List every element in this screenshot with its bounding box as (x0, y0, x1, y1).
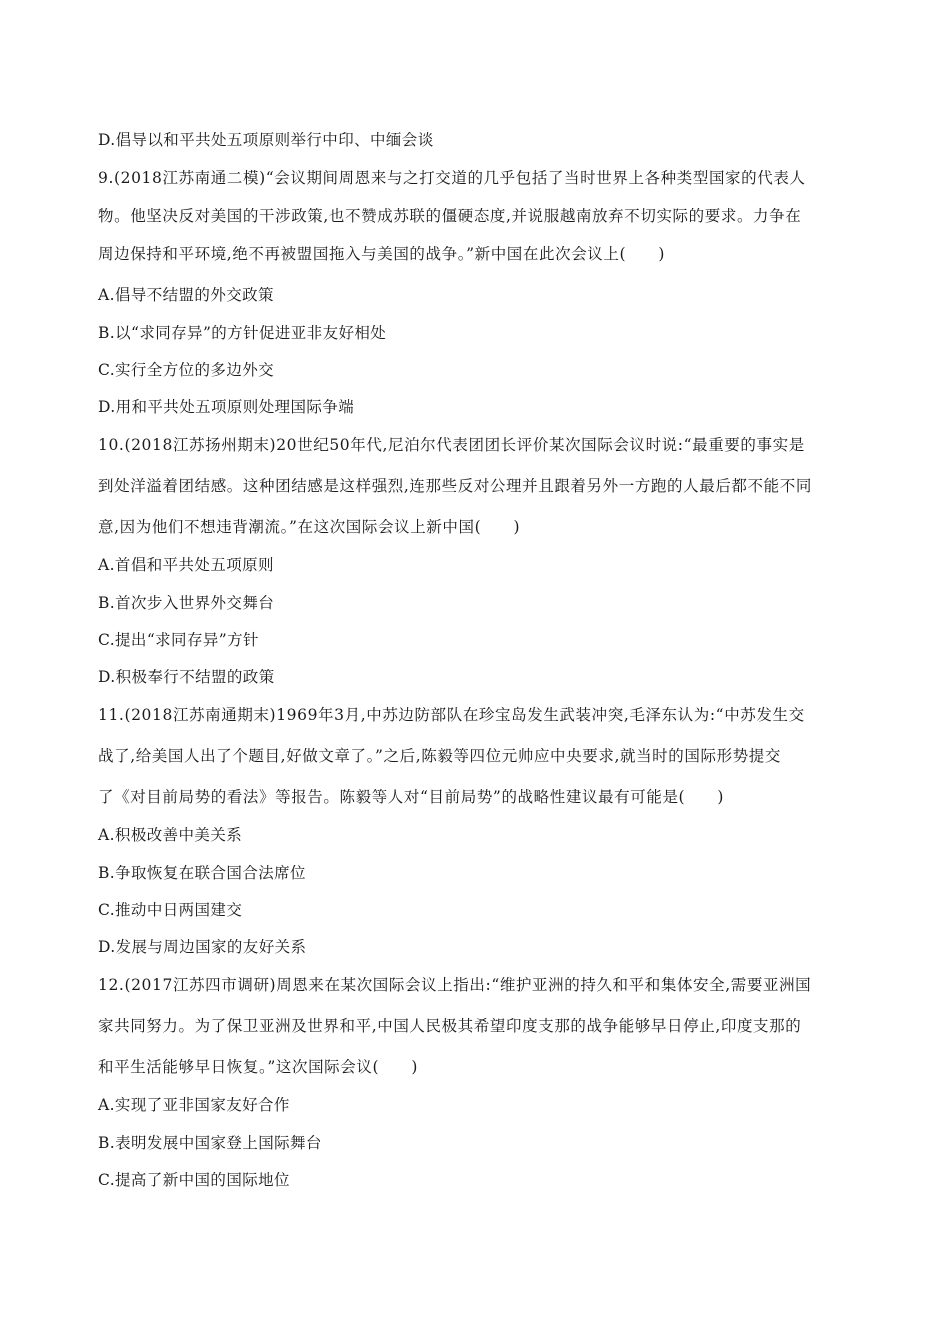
q9-option-d: D.用和平共处五项原则处理国际争端 (98, 398, 355, 416)
q9-stem-line-2: 物。他坚决反对美国的干涉政策,也不赞成苏联的僵硬态度,并说服越南放弃不切实际的要求。力争在 (98, 207, 802, 225)
q10-stem-line-1: 10.(2018江苏扬州期末)20世纪50年代,尼泊尔代表团团长评价某次国际会议时说:“最重要的事实是 (98, 436, 805, 454)
q9-stem-line-3: 周边保持和平环境,绝不再被盟国拖入与美国的战争。”新中国在此次会议上( ) (98, 245, 665, 263)
q12-stem-line-2: 家共同努力。为了保卫亚洲及世界和平,中国人民极其希望印度支那的战争能够早日停止,印度支那的 (98, 1017, 802, 1035)
q12-stem-line-3: 和平生活能够早日恢复。”这次国际会议( ) (98, 1058, 418, 1076)
q10-stem-line-3: 意,因为他们不想违背潮流。”在这次国际会议上新中国( ) (98, 518, 521, 536)
q12-option-b: B.表明发展中国家登上国际舞台 (98, 1134, 322, 1152)
q12-option-c: C.提高了新中国的国际地位 (98, 1171, 290, 1189)
q9-stem-line-1: 9.(2018江苏南通二模)“会议期间周恩来与之打交道的几乎包括了当时世界上各种类型国家的代表人 (98, 169, 806, 187)
q9-option-a: A.倡导不结盟的外交政策 (98, 286, 274, 304)
q11-option-c: C.推动中日两国建交 (98, 901, 243, 919)
q10-option-b: B.首次步入世界外交舞台 (98, 594, 275, 612)
q11-option-a: A.积极改善中美关系 (98, 826, 243, 844)
q11-option-b: B.争取恢复在联合国合法席位 (98, 864, 306, 882)
q11-option-d: D.发展与周边国家的友好关系 (98, 938, 307, 956)
q12-stem-line-1: 12.(2017江苏四市调研)周恩来在某次国际会议上指出:“维护亚洲的持久和平和集体安全,需要亚洲国 (98, 976, 812, 994)
q8-option-d: D.倡导以和平共处五项原则举行中印、中缅会谈 (98, 131, 434, 149)
q11-stem-line-2: 战了,给美国人出了个题目,好做文章了。”之后,陈毅等四位元帅应中央要求,就当时的国际形势提交 (98, 747, 781, 765)
q10-stem-line-2: 到处洋溢着团结感。这种团结感是这样强烈,连那些反对公理并且跟着另外一方跑的人最后都不能不同 (98, 477, 812, 495)
q10-option-c: C.提出“求同存异”方针 (98, 631, 259, 649)
q11-stem-line-1: 11.(2018江苏南通期末)1969年3月,中苏边防部队在珍宝岛发生武装冲突,毛泽东认为:“中苏发生交 (98, 706, 805, 724)
q9-option-c: C.实行全方位的多边外交 (98, 361, 275, 379)
q10-option-d: D.积极奉行不结盟的政策 (98, 668, 275, 686)
q11-stem-line-3: 了《对目前局势的看法》等报告。陈毅等人对“目前局势”的战略性建议最有可能是( ) (98, 788, 725, 806)
q9-option-b: B.以“求同存异”的方针促进亚非友好相处 (98, 324, 387, 342)
q10-option-a: A.首倡和平共处五项原则 (98, 556, 274, 574)
q12-option-a: A.实现了亚非国家友好合作 (98, 1096, 290, 1114)
